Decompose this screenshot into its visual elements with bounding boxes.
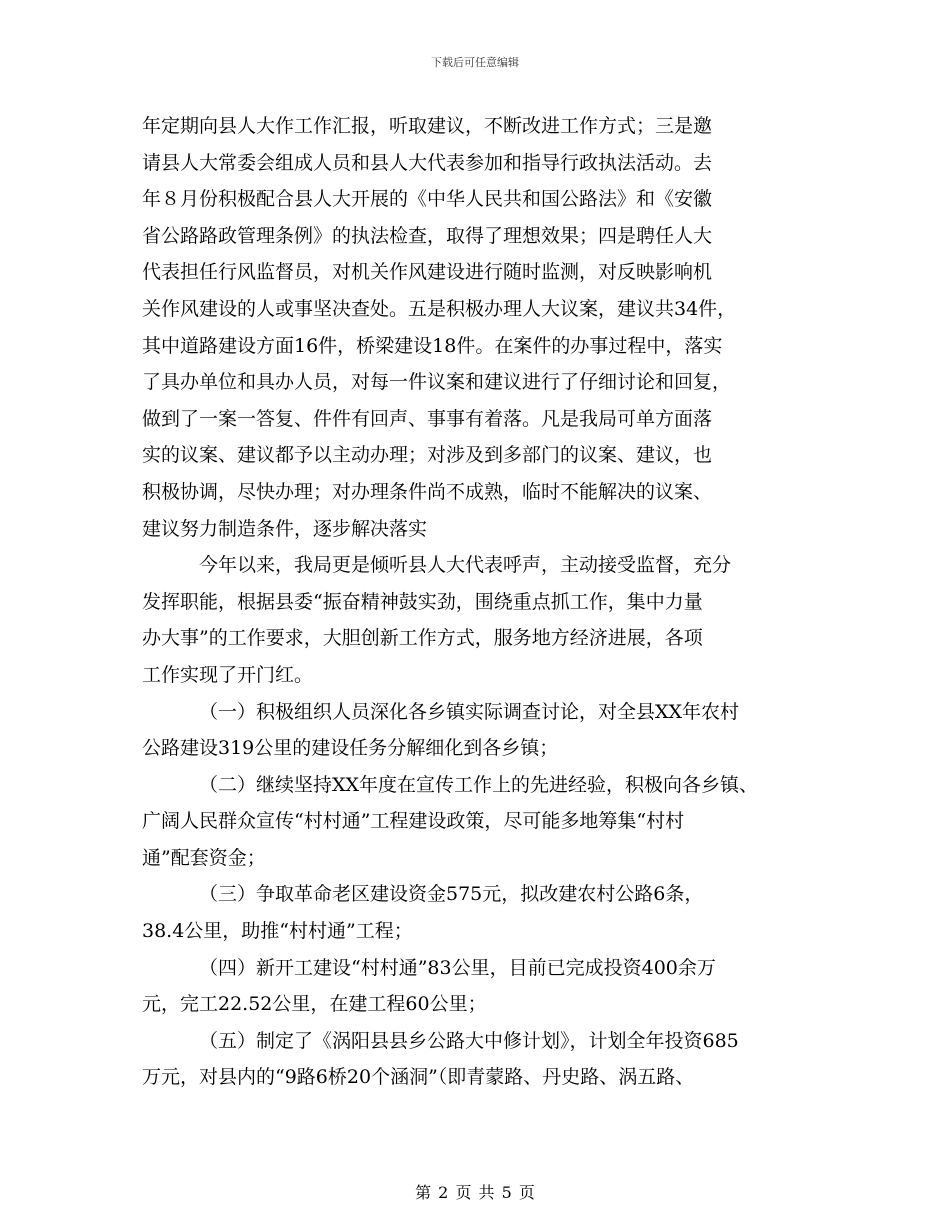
text-line: （五）制定了《涡阳县县乡公路大中修计划》，计划全年投资685	[199, 1029, 739, 1052]
text-line: 公路建设319公里的建设任务分解细化到各乡镇；	[142, 737, 559, 760]
text-line: 了具办单位和具办人员，对每一件议案和建议进行了仔细讨论和回复，	[142, 371, 732, 394]
text-line: 万元，对县内的“9路6桥20个涵洞”（即青蒙路、丹史路、涡五路、	[142, 1066, 695, 1089]
page-header: 下载后可任意编辑	[431, 56, 519, 69]
text-line: 今年以来，我局更是倾听县人大代表呼声，主动接受监督，充分	[199, 554, 732, 577]
text-line: 省公路路政管理条例》的执法检查，取得了理想效果；四是聘任人大	[142, 224, 713, 247]
text-line: 元，完工22.52公里，在建工程60公里；	[142, 993, 487, 1016]
text-line: 建议努力制造条件，逐步解决落实	[142, 517, 428, 540]
text-line: （一）积极组织人员深化各乡镇实际调查讨论，对全县XX年农村	[199, 700, 740, 723]
text-line: 积极协调，尽快办理；对办理条件尚不成熟，临时不能解决的议案、	[142, 480, 713, 503]
text-line: （四）新开工建设“村村通”83公里，目前已完成投资400余万	[199, 956, 716, 979]
document-body	[142, 108, 822, 1096]
text-line: 38.4公里，助推“村村通”工程；	[142, 920, 413, 943]
text-line: 年定期向县人大作工作汇报，听取建议，不断改进工作方式；三是邀	[142, 115, 713, 137]
text-line: 其中道路建设方面16件，桥梁建设18件。在案件的办事过程中，落实	[142, 334, 723, 357]
text-line: 请县人大常委会组成人员和县人大代表参加和指导行政执法活动。去	[142, 151, 713, 174]
text-line: 通”配套资金；	[142, 846, 266, 869]
page-footer: 第 2 页 共 5 页	[415, 1183, 535, 1202]
text-line: （二）继续坚持XX年度在宣传工作上的先进经验，积极向各乡镇、	[199, 773, 759, 796]
text-line: 广阔人民群众宣传“村村通”工程建设政策，尽可能多地筹集“村村	[142, 810, 685, 833]
text-line: 关作风建设的人或事坚决查处。五是积极办理人大议案，建议共34件，	[142, 297, 737, 320]
text-line: （三）争取革命老区建设资金575元，拟改建农村公路6条，	[199, 883, 704, 906]
text-line: 办大事”的工作要求，大胆创新工作方式，服务地方经济进展，各项	[142, 627, 703, 650]
text-line: 代表担任行风监督员，对机关作风建设进行随时监测，对反映影响机	[142, 261, 713, 284]
text-line: 发挥职能，根据县委“振奋精神鼓实劲，围绕重点抓工作，集中力量	[142, 590, 703, 613]
text-line: 年８月份积极配合县人大开展的《中华人民共和国公路法》和《安徽	[142, 188, 713, 211]
text-line: 做到了一案一答复、件件有回声、事事有着落。凡是我局可单方面落	[142, 407, 713, 430]
text-line: 工作实现了开门红。	[142, 663, 314, 686]
text-line: 实的议案、建议都予以主动办理；对涉及到多部门的议案、建议，也	[142, 444, 713, 467]
